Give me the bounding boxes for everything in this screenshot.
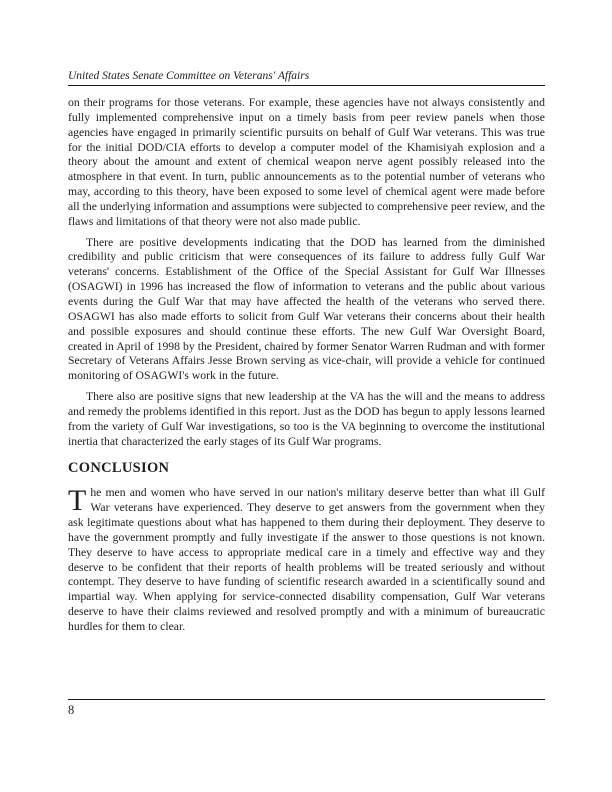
running-header-title: United States Senate Committee on Veterans' Affairs [68,70,310,82]
document-body [68,96,545,641]
conclusion-paragraph [68,486,545,634]
body-paragraph-2: There are positive developments indicating that the DOD has learned from the diminished credibility and public criticism that were consequences of its failure to address fully Gulf War veterans' concerns. Establishment of the Office of the Special Assistant for Gulf War Illnesses (OSAGWI) in 1996 has increased the flow of information to veterans and the public about various events during the Gulf War that may have affected the health of the veterans who served there. OSAGWI has also made efforts to solicit from Gulf War veterans their concerns about their health and possible exposures and should continue these efforts. The new Gulf War Oversight Board, created in April of 1998 by the President, chaired by former Senator Warren Rudman and with former Secretary of Veterans Affairs Jesse Brown serving as vice-chair, will provide a vehicle for continued monitoring of OSAGWI's work in the future. [68,235,545,383]
section-heading-conclusion: CONCLUSION [68,460,170,477]
header-rule [68,85,545,86]
page-footer [68,699,545,718]
drop-cap-letter: T [68,484,87,518]
page-header [68,69,545,86]
body-paragraph-1: on their programs for those veterans. For example, these agencies have not always consistently and fully implemented comprehensive input on a timely basis from peer review panels when those agencies have engaged in primarily scientific pursuits on behalf of Gulf War veterans. This was true for the initial DOD/CIA efforts to develop a computer model of the Khamisiyah explosion and a theory about the amount and extent of chemical weapon nerve agent possibly released into the atmosphere in that event. In turn, public announcements as to the potential number of veterans who may, according to this theory, have been exposed to some level of chemical agent were made before all the underlying information and assumptions were subjected to comprehensive peer review, and the flaws and limitations of that theory were not also made public. [68,96,545,228]
page-number: 8 [68,703,75,717]
conclusion-paragraph-text: he men and women who have served in our nation's military deserve better than what ill Gulf War veterans have experienced. They deserve to get answers from the government when they ask legitimate questions about what has happened to them during their deployment. They deserve to have the government promptly and fully investigate if the answer to those questions is not known. They deserve to have access to appropriate medical care in a timely and effective way and they deserve to be confident that their reports of health problems will be treated seriously and without contempt. They deserve to have funding of scientific research awarded in a scientifically sound and impartial way. When applying for service-connected disability compensation, Gulf War veterans deserve to have their claims reviewed and resolved promptly and with a minimum of bureaucratic hurdles for them to clear. [68,486,545,633]
body-paragraph-3: There also are positive signs that new leadership at the VA has the will and the means to address and remedy the problems identified in this report. Just as the DOD has begun to apply lessons learned from the variety of Gulf War investigations, so too is the VA beginning to overcome the institutional inertia that characterized the early stages of its Gulf War programs. [68,390,545,448]
